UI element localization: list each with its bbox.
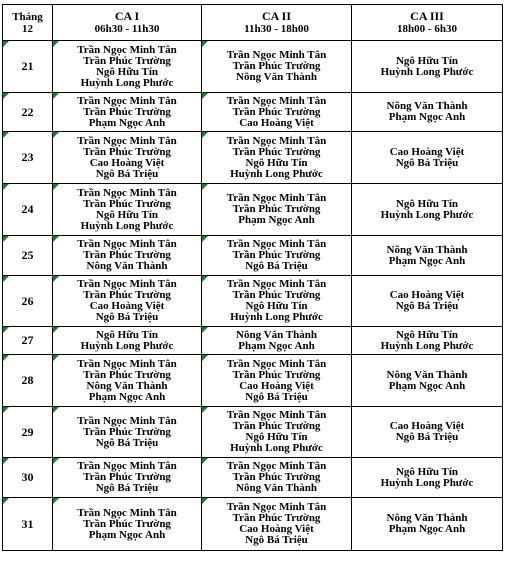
staff-name: Huỳnh Long Phước [80, 339, 174, 352]
staff-name: Trần Ngọc Minh Tân [77, 357, 177, 370]
staff-name: Ngô Hữu Tín [95, 328, 159, 341]
shift-time: 18h00 - 6h30 [397, 23, 457, 35]
staff-name: Huỳnh Long Phước [380, 339, 474, 352]
shift-name: CA III [410, 9, 444, 23]
table-row [3, 355, 503, 407]
staff-name: Nông Văn Thành [386, 512, 468, 524]
staff-name: Nông Văn Thành [86, 260, 168, 272]
staff-name: Trần Phúc Trường [232, 249, 321, 261]
day-cell [3, 458, 53, 498]
day-number: 27 [21, 333, 34, 347]
staff-name: Ngô Hữu Tín [395, 328, 459, 341]
shift-cell-ca1 [53, 498, 202, 551]
staff-name: Phạm Ngọc Anh [238, 339, 315, 352]
shift-cell-ca2 [202, 184, 352, 236]
staff-name: Trần Ngọc Minh Tân [226, 460, 327, 472]
shift-cell-ca3 [352, 327, 503, 355]
shift-cell-ca3 [352, 132, 503, 184]
shift-cell-ca3 [352, 41, 503, 93]
staff-name: Ngô Hữu Tín [245, 300, 308, 312]
day-cell [3, 276, 53, 327]
shift-name: CA I [114, 9, 140, 23]
shift-cell-ca2 [202, 41, 352, 93]
staff-name: Trần Phúc Trường [232, 145, 321, 158]
staff-name: Trần Ngọc Minh Tân [226, 94, 327, 107]
day-number: 24 [21, 202, 34, 216]
shift-cell-ca1 [53, 458, 202, 498]
shift-cell-ca1 [53, 41, 202, 93]
staff-name: Trần Ngọc Minh Tân [226, 238, 327, 250]
table-row [3, 276, 503, 327]
shift-cell-ca2 [202, 132, 352, 184]
staff-name: Ngô Bá Triệu [245, 260, 308, 272]
staff-name: Cao Hoàng Việt [239, 379, 314, 392]
shift-time: 06h30 - 11h30 [94, 23, 160, 35]
day-number: 25 [21, 248, 34, 262]
staff-name: Trần Ngọc Minh Tân [77, 186, 177, 199]
shift-cell-ca2 [202, 276, 352, 327]
staff-name: Ngô Bá Triệu [95, 482, 159, 494]
day-cell [3, 93, 53, 132]
staff-name: Trần Ngọc Minh Tân [226, 134, 327, 147]
shift-name: CA II [261, 9, 291, 23]
staff-name: Trần Ngọc Minh Tân [77, 414, 177, 427]
staff-name: Nông Văn Thành [386, 243, 468, 256]
staff-name: Cao Hoàng Việt [389, 289, 465, 301]
staff-name: Phạm Ngọc Anh [388, 254, 466, 267]
shift-cell-ca1 [53, 276, 202, 327]
staff-name: Trần Phúc Trường [83, 249, 171, 261]
staff-name: Ngô Bá Triệu [395, 300, 459, 312]
staff-name: Trần Phúc Trường [83, 197, 171, 210]
shift-cell-ca2 [202, 355, 352, 407]
day-number: 23 [21, 150, 34, 164]
staff-name: Phạm Ngọc Anh [388, 523, 466, 535]
shift-cell-ca1 [53, 132, 202, 184]
shift-cell-ca2 [202, 458, 352, 498]
staff-name: Cao Hoàng Việt [389, 420, 465, 432]
staff-name: Cao Hoàng Việt [89, 300, 165, 312]
staff-name: Trần Phúc Trường [232, 368, 321, 381]
staff-name: Trần Ngọc Minh Tân [226, 192, 327, 204]
staff-name: Ngô Hữu Tín [395, 54, 459, 67]
staff-name: Ngô Bá Triệu [395, 431, 459, 443]
shift-cell-ca3 [352, 236, 503, 276]
table-row [3, 327, 503, 355]
staff-name: Phạm Ngọc Anh [88, 116, 166, 129]
shift-cell-ca3 [352, 276, 503, 327]
day-cell [3, 184, 53, 236]
staff-name: Ngô Hữu Tín [395, 197, 459, 210]
month-number: 12 [22, 22, 33, 35]
staff-name: Huỳnh Long Phước [80, 219, 174, 232]
staff-name: Phạm Ngọc Anh [88, 528, 166, 541]
day-cell [3, 41, 53, 93]
shift-cell-ca1 [53, 93, 202, 132]
day-number: 26 [21, 293, 34, 308]
staff-name: Ngô Hữu Tín [95, 208, 159, 221]
staff-name: Trần Ngọc Minh Tân [226, 409, 327, 421]
staff-name: Ngô Hữu Tín [245, 431, 308, 443]
day-number: 29 [21, 424, 34, 439]
staff-name: Trần Ngọc Minh Tân [77, 94, 177, 107]
shift-cell-ca3 [352, 407, 503, 458]
staff-name: Nông Văn Thành [236, 482, 317, 494]
staff-name: Huỳnh Long Phước [380, 65, 474, 78]
shift-cell-ca1 [53, 407, 202, 458]
staff-name: Nông Văn Thành [386, 368, 468, 381]
header-row [3, 5, 503, 41]
staff-name: Trần Phúc Trường [83, 145, 171, 158]
staff-name: Ngô Bá Triệu [245, 390, 308, 403]
staff-name: Ngô Bá Triệu [95, 167, 159, 180]
table-row [3, 41, 503, 93]
table-row [3, 498, 503, 551]
staff-name: Trần Phúc Trường [83, 517, 171, 530]
day-cell [3, 236, 53, 276]
staff-name: Phạm Ngọc Anh [88, 390, 166, 403]
day-cell [3, 132, 53, 184]
staff-name: Ngô Hữu Tín [95, 65, 159, 78]
shift-cell-ca2 [202, 407, 352, 458]
staff-name: Ngô Hữu Tín [245, 156, 308, 169]
day-number: 30 [21, 470, 34, 484]
day-cell [3, 407, 53, 458]
shift-cell-ca1 [53, 327, 202, 355]
table-row [3, 458, 503, 498]
day-cell [3, 355, 53, 407]
day-cell [3, 498, 53, 551]
staff-name: Huỳnh Long Phước [230, 311, 323, 323]
day-number: 28 [21, 373, 34, 387]
staff-name: Trần Ngọc Minh Tân [226, 278, 327, 290]
staff-name: Trần Ngọc Minh Tân [77, 238, 177, 250]
staff-name: Trần Phúc Trường [232, 420, 321, 432]
staff-name: Trần Phúc Trường [232, 203, 321, 215]
staff-name: Ngô Bá Triệu [395, 156, 459, 169]
shift-cell-ca3 [352, 498, 503, 551]
table-row [3, 184, 503, 236]
staff-name: Ngô Bá Triệu [95, 311, 159, 323]
staff-name: Trần Ngọc Minh Tân [226, 49, 327, 61]
shift-cell-ca2 [202, 236, 352, 276]
staff-name: Cao Hoàng Việt [389, 145, 465, 158]
staff-name: Huỳnh Long Phước [80, 76, 174, 89]
staff-name: Huỳnh Long Phước [230, 442, 323, 454]
staff-name: Trần Phúc Trường [232, 289, 321, 301]
staff-name: Cao Hoàng Việt [89, 156, 165, 169]
shift-cell-ca2 [202, 327, 352, 355]
table-row [3, 236, 503, 276]
staff-name: Nông Văn Thành [236, 71, 317, 83]
shift-cell-ca3 [352, 184, 503, 236]
shift-cell-ca3 [352, 355, 503, 407]
month-label: Tháng [12, 10, 43, 23]
staff-name: Phạm Ngọc Anh [388, 111, 466, 123]
staff-name: Phạm Ngọc Anh [388, 379, 466, 392]
table-row [3, 132, 503, 184]
staff-name: Nông Văn Thành [386, 100, 468, 112]
staff-name: Trần Phúc Trường [232, 471, 321, 483]
day-cell [3, 327, 53, 355]
staff-name: Trần Phúc Trường [83, 289, 171, 301]
staff-name: Trần Ngọc Minh Tân [77, 278, 177, 290]
staff-name: Trần Phúc Trường [83, 471, 171, 483]
staff-name: Trần Ngọc Minh Tân [226, 501, 327, 513]
staff-name: Nông Văn Thành [236, 328, 317, 341]
shift-cell-ca1 [53, 355, 202, 407]
staff-name: Trần Ngọc Minh Tân [77, 506, 177, 519]
staff-name: Trần Ngọc Minh Tân [226, 357, 327, 370]
staff-name: Cao Hoàng Việt [239, 116, 314, 129]
staff-name: Trần Ngọc Minh Tân [77, 460, 177, 472]
staff-name: Huỳnh Long Phước [380, 208, 474, 221]
staff-name: Trần Phúc Trường [83, 105, 171, 118]
staff-name: Trần Phúc Trường [232, 60, 321, 72]
staff-name: Cao Hoàng Việt [239, 523, 314, 535]
shift-header-ca1 [53, 5, 202, 41]
shift-cell-ca1 [53, 236, 202, 276]
staff-name: Ngô Bá Triệu [245, 534, 308, 546]
staff-name: Trần Phúc Trường [83, 425, 171, 438]
duty-roster-table [2, 4, 503, 551]
day-number: 21 [21, 59, 34, 73]
roster-body [3, 41, 503, 551]
shift-cell-ca1 [53, 184, 202, 236]
staff-name: Phạm Ngọc Anh [238, 214, 315, 226]
staff-name: Trần Phúc Trường [232, 512, 321, 524]
staff-name: Ngô Hữu Tín [395, 465, 459, 478]
staff-name: Trần Phúc Trường [83, 54, 171, 67]
day-number: 22 [21, 104, 34, 119]
shift-cell-ca3 [352, 93, 503, 132]
month-header-cell [3, 5, 53, 41]
shift-time: 11h30 - 18h00 [244, 23, 309, 35]
shift-cell-ca2 [202, 498, 352, 551]
shift-cell-ca3 [352, 458, 503, 498]
table-row [3, 407, 503, 458]
day-number: 31 [21, 516, 34, 531]
staff-name: Trần Ngọc Minh Tân [77, 134, 177, 147]
staff-name: Trần Phúc Trường [232, 105, 321, 118]
shift-header-ca3 [352, 5, 503, 41]
staff-name: Trần Phúc Trường [83, 368, 171, 381]
staff-name: Trần Ngọc Minh Tân [77, 43, 177, 56]
shift-cell-ca2 [202, 93, 352, 132]
staff-name: Nông Văn Thành [86, 379, 168, 392]
table-row [3, 93, 503, 132]
staff-name: Huỳnh Long Phước [380, 476, 474, 489]
staff-name: Huỳnh Long Phước [230, 167, 323, 180]
shift-header-ca2 [202, 5, 352, 41]
staff-name: Ngô Bá Triệu [95, 436, 159, 449]
